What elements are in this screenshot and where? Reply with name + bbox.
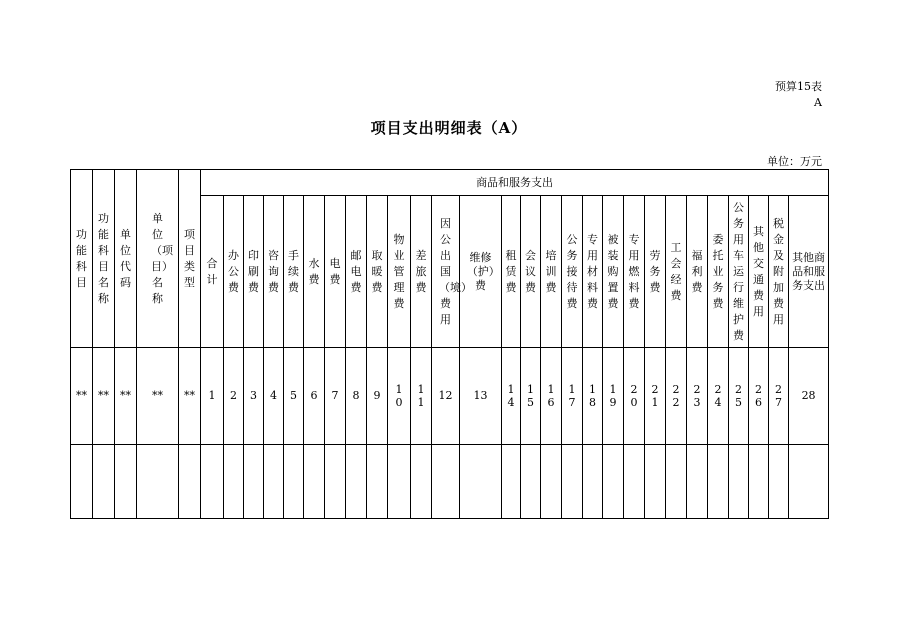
column-number: 5 xyxy=(290,389,297,402)
left-value: ** xyxy=(152,389,163,402)
subheader-cell xyxy=(346,196,367,348)
empty-cell xyxy=(179,445,201,519)
column-number: 8 xyxy=(352,389,360,402)
subheader-label: 维修（护）费 xyxy=(466,250,495,292)
empty-cell xyxy=(624,445,645,519)
column-number-cell xyxy=(562,348,583,445)
column-number: 10 xyxy=(395,382,403,409)
column-number-cell xyxy=(603,348,624,445)
header-unit-project-name: 单位（项目）名称 xyxy=(151,211,173,305)
subheader-cell xyxy=(541,196,562,348)
header-func-subject: 功能科目 xyxy=(76,227,87,289)
left-value-cell xyxy=(137,348,179,445)
subheader-label: 税金及附加费用 xyxy=(773,216,784,326)
subheader-label: 会议费 xyxy=(525,248,536,294)
column-number-cell xyxy=(411,348,432,445)
column-number: 22 xyxy=(672,382,680,409)
expense-table xyxy=(70,169,829,519)
column-number-cell xyxy=(201,348,224,445)
subheader-label: 咨询费 xyxy=(268,248,279,294)
empty-cell xyxy=(749,445,769,519)
page-title: 项目支出明细表（A） xyxy=(370,119,528,137)
form-suffix: A xyxy=(814,96,822,109)
column-number-cell xyxy=(346,348,367,445)
column-number: 7 xyxy=(331,389,339,402)
empty-cell xyxy=(93,445,115,519)
column-number: 18 xyxy=(589,382,596,409)
column-number-cell xyxy=(460,348,502,445)
column-number: 6 xyxy=(310,389,318,402)
column-number-cell xyxy=(541,348,562,445)
subheader-label: 电费 xyxy=(329,256,341,286)
column-number-cell xyxy=(502,348,521,445)
subheader-label: 劳务费 xyxy=(649,248,661,294)
subheader-label: 差旅费 xyxy=(415,248,427,294)
group-header: 商品和服务支出 xyxy=(476,175,554,189)
empty-cell xyxy=(521,445,541,519)
empty-cell xyxy=(789,445,829,519)
subheader-cell xyxy=(201,196,224,348)
empty-cell xyxy=(645,445,666,519)
subheader-cell xyxy=(708,196,729,348)
header-cell xyxy=(93,170,115,348)
column-number-cell xyxy=(244,348,264,445)
column-number: 16 xyxy=(547,382,555,409)
column-number: 4 xyxy=(270,389,277,402)
subheader-cell xyxy=(367,196,388,348)
empty-cell xyxy=(541,445,562,519)
subheader-label: 培训费 xyxy=(545,248,557,294)
column-number-cell xyxy=(521,348,541,445)
subheader-cell xyxy=(521,196,541,348)
subheader-label: 委托业务费 xyxy=(712,232,724,310)
column-number: 17 xyxy=(568,382,576,409)
header-project-type: 项目类型 xyxy=(184,227,195,289)
empty-cell xyxy=(666,445,687,519)
column-number: 28 xyxy=(801,389,816,402)
column-number: 26 xyxy=(755,382,762,409)
column-number: 11 xyxy=(417,382,425,409)
header-row-group xyxy=(71,170,829,196)
subheader-cell xyxy=(411,196,432,348)
column-number-cell xyxy=(388,348,411,445)
column-number: 15 xyxy=(527,382,534,409)
empty-cell xyxy=(284,445,304,519)
header-cell xyxy=(137,170,179,348)
header-cell xyxy=(115,170,137,348)
subheader-label: 福利费 xyxy=(691,248,703,294)
left-value-cell xyxy=(93,348,115,445)
empty-cell xyxy=(562,445,583,519)
column-number: 24 xyxy=(714,382,722,409)
form-number: 预算15表 xyxy=(775,80,822,93)
column-number-cell xyxy=(367,348,388,445)
left-value: ** xyxy=(76,389,87,402)
empty-cell xyxy=(137,445,179,519)
column-number: 23 xyxy=(693,382,701,409)
empty-cell xyxy=(346,445,367,519)
subheader-label: 租赁费 xyxy=(505,248,517,294)
column-number-cell xyxy=(304,348,325,445)
empty-cell xyxy=(687,445,708,519)
empty-cell xyxy=(708,445,729,519)
empty-cell xyxy=(244,445,264,519)
subheader-label: 公务接待费 xyxy=(566,232,578,310)
empty-cell xyxy=(388,445,411,519)
column-number: 12 xyxy=(438,389,453,402)
subheader-label: 合计 xyxy=(206,256,218,286)
header-cell xyxy=(71,170,93,348)
subheader-cell xyxy=(264,196,284,348)
column-number-cell xyxy=(432,348,460,445)
group-header-cell xyxy=(201,170,829,196)
column-number-cell xyxy=(264,348,284,445)
column-number-cell xyxy=(769,348,789,445)
column-number: 20 xyxy=(630,382,638,409)
column-number: 9 xyxy=(373,389,381,402)
column-number-cell xyxy=(325,348,346,445)
column-number-cell xyxy=(583,348,603,445)
subheader-cell xyxy=(789,196,829,348)
empty-cell xyxy=(115,445,137,519)
column-number-cell xyxy=(687,348,708,445)
number-row xyxy=(71,348,829,445)
column-number: 14 xyxy=(507,382,515,409)
subheader-label: 公务用车运行维护费 xyxy=(733,200,744,342)
subheader-cell xyxy=(666,196,687,348)
column-number-cell xyxy=(645,348,666,445)
column-number: 2 xyxy=(230,389,237,402)
subheader-cell xyxy=(583,196,603,348)
subheader-label: 邮电费 xyxy=(350,248,362,294)
column-number: 25 xyxy=(735,382,742,409)
empty-cell xyxy=(729,445,749,519)
subheader-label: 办公费 xyxy=(228,248,239,294)
subheader-label: 其他交通费用 xyxy=(753,224,764,318)
subheader-label: 其他商品和服务支出 xyxy=(792,250,826,292)
subheader-label: 物业管理费 xyxy=(393,232,405,310)
empty-cell xyxy=(264,445,284,519)
column-number: 27 xyxy=(775,382,782,409)
header-cell xyxy=(179,170,201,348)
subheader-cell xyxy=(325,196,346,348)
column-number: 21 xyxy=(651,382,659,409)
subheader-cell xyxy=(244,196,264,348)
subheader-cell xyxy=(645,196,666,348)
column-number-cell xyxy=(749,348,769,445)
unit-label: 单位：万元 xyxy=(767,155,822,168)
header-func-subject-name: 功能科目名称 xyxy=(98,211,109,305)
empty-cell xyxy=(304,445,325,519)
empty-cell xyxy=(367,445,388,519)
subheader-cell xyxy=(624,196,645,348)
subheader-label: 被装购置费 xyxy=(607,232,619,310)
column-number-cell xyxy=(708,348,729,445)
subheader-label: 取暖费 xyxy=(371,248,383,294)
column-number-cell xyxy=(624,348,645,445)
subheader-cell xyxy=(284,196,304,348)
empty-cell xyxy=(603,445,624,519)
subheader-label: 手续费 xyxy=(288,248,299,294)
left-value: ** xyxy=(120,389,131,402)
subheader-cell xyxy=(432,196,472,348)
subheader-label: 印刷费 xyxy=(248,248,259,294)
empty-cell xyxy=(769,445,789,519)
subheader-label: 专用燃料费 xyxy=(628,232,640,310)
subheader-cell xyxy=(562,196,583,348)
column-number-cell xyxy=(284,348,304,445)
subheader-cell xyxy=(388,196,411,348)
empty-cell xyxy=(502,445,521,519)
subheader-cell xyxy=(729,196,749,348)
left-value-cell xyxy=(179,348,201,445)
empty-cell xyxy=(460,445,502,519)
subheader-label: 专用材料费 xyxy=(587,232,598,310)
column-number-cell xyxy=(789,348,829,445)
left-value-cell xyxy=(115,348,137,445)
subheader-label: 工会经费 xyxy=(670,240,682,302)
column-number: 19 xyxy=(609,382,617,409)
left-value-cell xyxy=(71,348,93,445)
empty-cell xyxy=(201,445,224,519)
column-number: 13 xyxy=(473,389,488,402)
subheader-cell xyxy=(304,196,325,348)
column-number: 1 xyxy=(208,389,216,402)
empty-cell xyxy=(71,445,93,519)
subheader-cell xyxy=(460,196,502,348)
empty-cell xyxy=(583,445,603,519)
column-number-cell xyxy=(224,348,244,445)
subheader-cell xyxy=(687,196,708,348)
left-value: ** xyxy=(184,389,195,402)
subheader-cell xyxy=(224,196,244,348)
header-unit-code: 单位代码 xyxy=(120,227,131,289)
column-number-cell xyxy=(729,348,749,445)
empty-cell xyxy=(432,445,460,519)
empty-cell xyxy=(224,445,244,519)
subheader-cell xyxy=(769,196,789,348)
subheader-cell xyxy=(603,196,624,348)
blank-row xyxy=(71,445,829,519)
subheader-label: 因公出国（境）费用 xyxy=(439,216,472,326)
empty-cell xyxy=(411,445,432,519)
subheader-label: 水费 xyxy=(308,256,320,286)
subheader-cell xyxy=(502,196,521,348)
subheader-cell xyxy=(749,196,769,348)
column-number-cell xyxy=(666,348,687,445)
empty-cell xyxy=(325,445,346,519)
column-number: 3 xyxy=(250,389,257,402)
left-value: ** xyxy=(98,389,109,402)
